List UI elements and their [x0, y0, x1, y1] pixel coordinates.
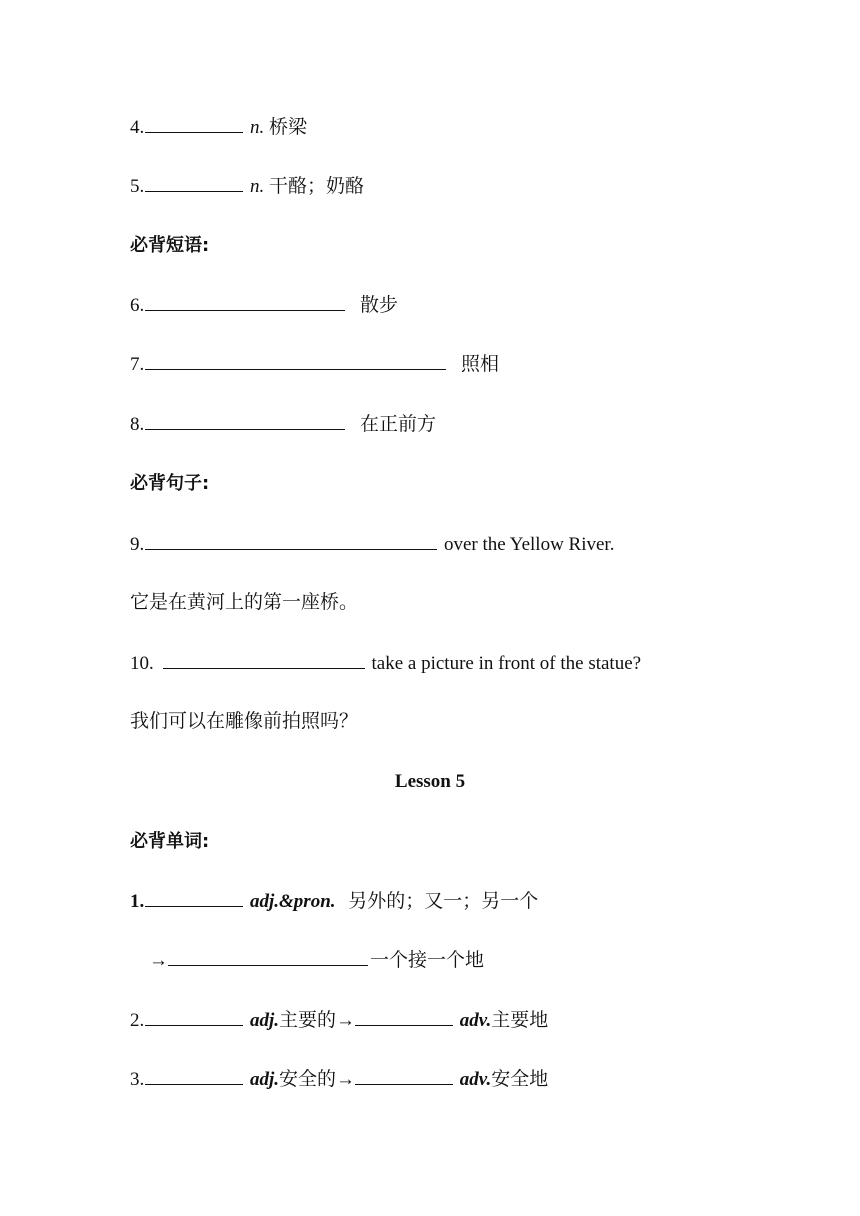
meaning: 安全的→	[279, 1069, 356, 1090]
meaning: 安全地	[491, 1069, 549, 1090]
meaning: 照相	[461, 354, 500, 375]
section-heading-words: 必背单词:	[130, 831, 210, 852]
sentence-text: take a picture in front of the statue?	[371, 653, 642, 674]
answer-blank[interactable]	[145, 532, 437, 550]
part-of-speech: adv.	[459, 1010, 492, 1031]
answer-blank[interactable]	[145, 174, 243, 192]
item-number: 4.	[130, 117, 145, 138]
part-of-speech: adj.	[250, 1069, 280, 1090]
part-of-speech: adj.&pron.	[250, 891, 336, 912]
item-4	[130, 115, 307, 139]
meaning: 主要地	[491, 1010, 549, 1031]
sentence-text: over the Yellow River.	[444, 534, 615, 555]
meaning: 桥梁	[269, 117, 308, 138]
item-number: 2.	[130, 1010, 145, 1031]
meaning: 主要的→	[279, 1010, 356, 1031]
answer-blank[interactable]	[355, 1067, 453, 1085]
answer-blank[interactable]	[168, 948, 368, 966]
answer-blank[interactable]	[145, 293, 345, 311]
answer-blank[interactable]	[145, 889, 243, 907]
lesson-title: Lesson 5	[394, 771, 466, 792]
answer-blank[interactable]	[355, 1008, 453, 1026]
answer-blank[interactable]	[145, 412, 345, 430]
word-2	[130, 1008, 548, 1032]
answer-blank[interactable]	[163, 651, 365, 669]
answer-blank[interactable]	[145, 115, 243, 133]
sentence-10-translation: 我们可以在雕像前拍照吗？	[130, 711, 359, 732]
word-1-derived	[149, 948, 484, 972]
meaning: 干酪；奶酪	[269, 176, 365, 197]
item-number: 7.	[130, 354, 145, 375]
meaning: 另外的；又一；另一个	[348, 891, 539, 912]
item-number: 3.	[130, 1069, 145, 1090]
part-of-speech: adj.	[250, 1010, 280, 1031]
word-3	[130, 1067, 548, 1091]
part-of-speech: adv.	[459, 1069, 492, 1090]
item-number: 8.	[130, 414, 145, 435]
answer-blank[interactable]	[145, 1008, 243, 1026]
sentence-10	[130, 651, 641, 675]
answer-blank[interactable]	[145, 1067, 243, 1085]
section-heading-phrases: 必背短语:	[130, 235, 210, 256]
section-heading-sentences: 必背句子:	[130, 473, 210, 494]
meaning: 一个接一个地	[370, 950, 485, 971]
item-number: 10.	[130, 653, 154, 674]
item-5	[130, 174, 364, 198]
item-number: 1.	[130, 891, 145, 912]
arrow-icon: →	[149, 950, 168, 971]
sentence-9-translation: 它是在黄河上的第一座桥。	[130, 592, 359, 613]
sentence-9	[130, 532, 614, 556]
meaning: 散步	[360, 295, 399, 316]
phrase-7	[130, 352, 499, 376]
meaning: 在正前方	[360, 414, 437, 435]
item-number: 6.	[130, 295, 145, 316]
part-of-speech: n.	[250, 176, 265, 197]
item-number: 5.	[130, 176, 145, 197]
phrase-6	[130, 293, 398, 317]
item-number: 9.	[130, 534, 145, 555]
part-of-speech: n.	[250, 117, 265, 138]
phrase-8	[130, 412, 436, 436]
word-1	[130, 889, 538, 913]
answer-blank[interactable]	[145, 352, 446, 370]
